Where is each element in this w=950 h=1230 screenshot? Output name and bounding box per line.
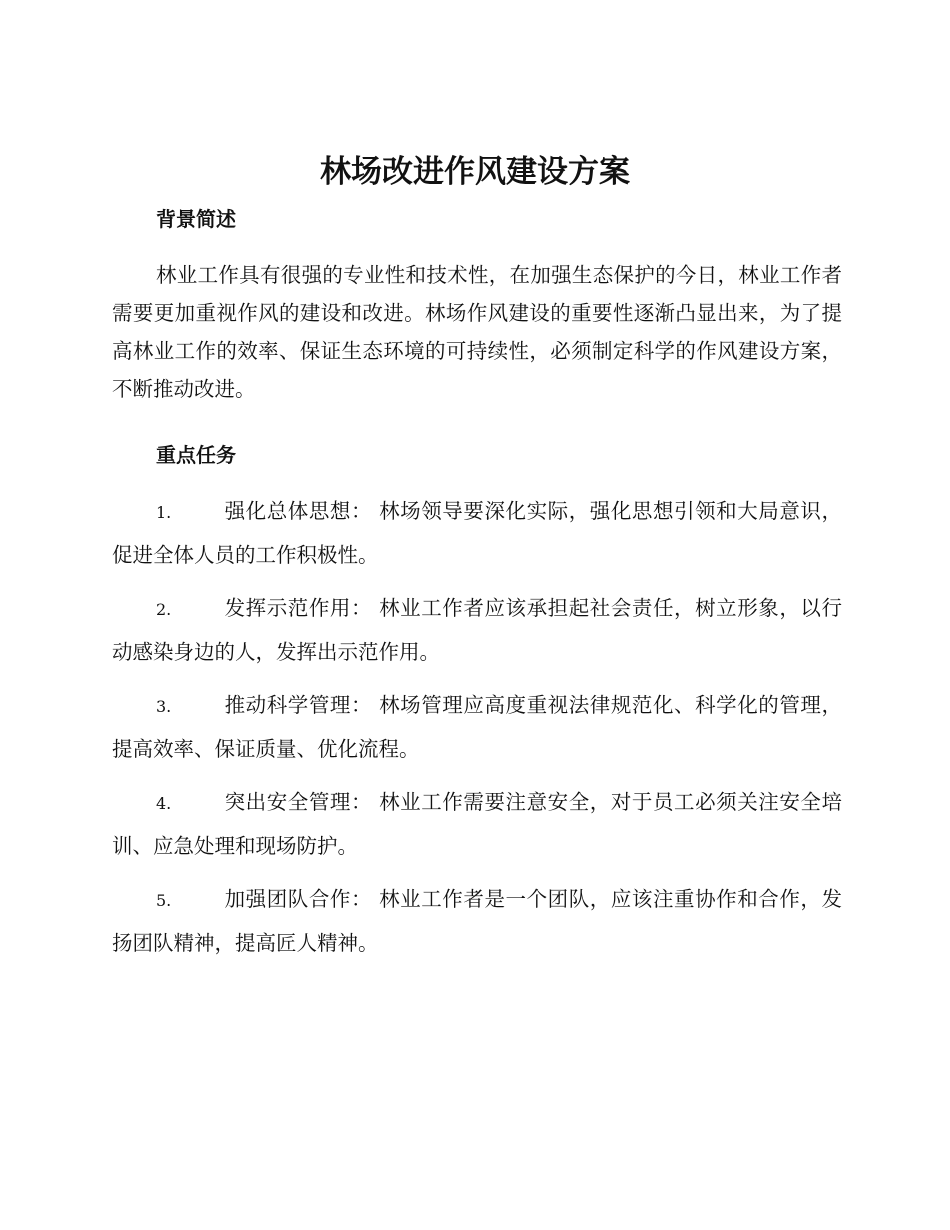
task-text: 推动科学管理： 林场管理应高度重视法律规范化、科学化的管理，提高效率、保证质量、优化流程。 — [112, 693, 842, 761]
task-text: 发挥示范作用： 林业工作者应该承担起社会责任，树立形象，以行动感染身边的人，发挥出示范作用。 — [112, 596, 842, 664]
background-paragraph: 林业工作具有很强的专业性和技术性，在加强生态保护的今日，林业工作者需要更加重视作风的建设和改进。林场作风建设的重要性逐渐凸显出来，为了提高林业工作的效率、保证生态环境的可持续性，必须制定科学的作风建设方案，不断推动改进。 — [112, 263, 842, 401]
task-number: 2. — [156, 600, 172, 619]
task-item-1 — [112, 490, 842, 576]
task-text: 加强团队合作： 林业工作者是一个团队，应该注重协作和合作，发扬团队精神，提高匠人精神。 — [112, 887, 842, 955]
section-heading-key-tasks: 重点任务 — [156, 443, 236, 467]
task-number: 1. — [156, 503, 172, 522]
task-number: 4. — [156, 794, 172, 813]
task-text: 强化总体思想： 林场领导要深化实际，强化思想引领和大局意识，促进全体人员的工作积极性。 — [112, 499, 842, 567]
task-item-3 — [112, 684, 842, 770]
section-heading-background: 背景简述 — [156, 207, 236, 231]
task-item-2 — [112, 587, 842, 673]
document-title: 林场改进作风建设方案 — [320, 154, 630, 190]
task-text: 突出安全管理： 林业工作需要注意安全，对于员工必须关注安全培训、应急处理和现场防护。 — [112, 790, 842, 858]
task-item-4 — [112, 781, 842, 867]
task-number: 5. — [156, 891, 172, 910]
task-item-5 — [112, 878, 842, 964]
task-number: 3. — [156, 697, 172, 716]
